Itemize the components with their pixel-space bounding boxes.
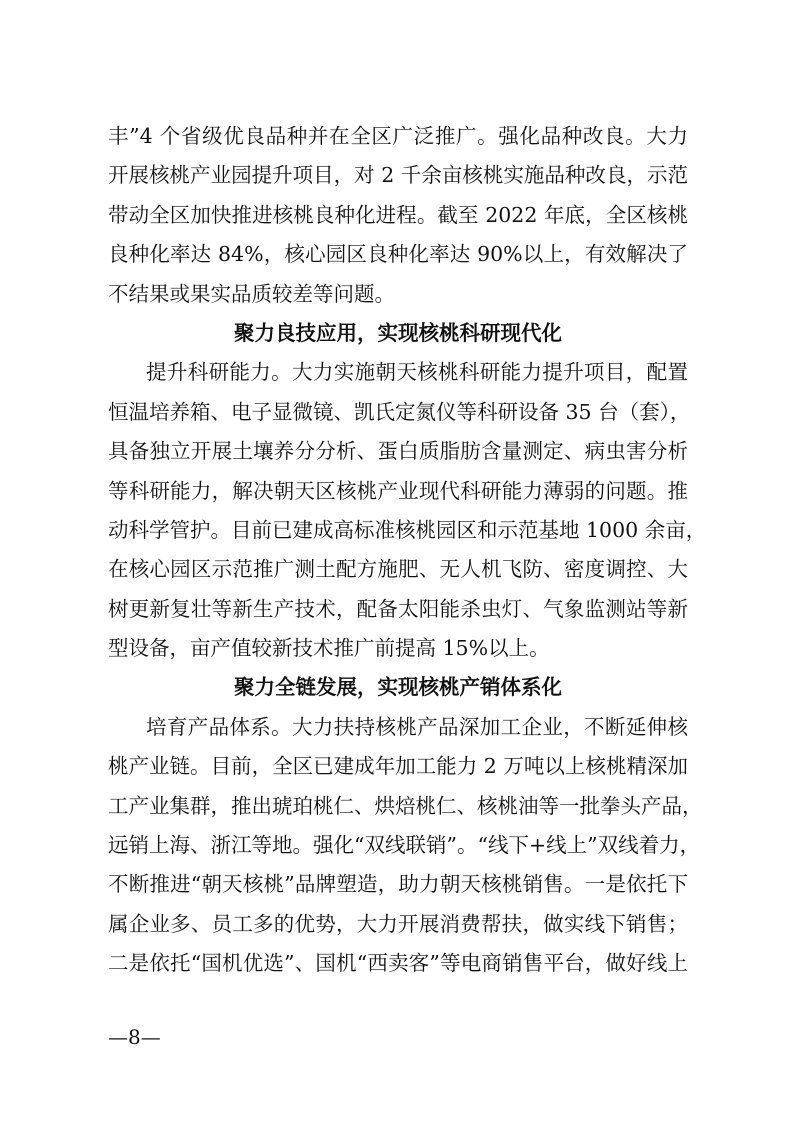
text-line: 良种化率达 84%，核心园区良种化率达 90%以上，有效解决了 — [108, 242, 688, 267]
text-line: 动科学管护。目前已建成高标准核桃园区和示范基地 1000 余亩， — [108, 517, 707, 542]
text-line: 提升科研能力。大力实施朝天核桃科研能力提升项目，配置 — [146, 360, 688, 385]
text-line: 具备独立开展土壤养分分析、蛋白质脂肪含量测定、病虫害分析 — [108, 439, 688, 464]
text-line: 桃产业链。目前，全区已建成年加工能力 2 万吨以上核桃精深加 — [108, 754, 688, 779]
text-line: 二是依托“国机优选”、国机“西卖客”等电商销售平台，做好线上 — [108, 951, 688, 976]
text-line: 培育产品体系。大力扶持核桃产品深加工企业，不断延伸核 — [146, 714, 688, 739]
text-line: 丰”4 个省级优良品种并在全区广泛推广。强化品种改良。大力 — [108, 124, 688, 148]
text-line: 开展核桃产业园提升项目，对 2 千余亩核桃实施品种改良，示范 — [108, 163, 688, 188]
text-line: 树更新复壮等新生产技术，配备太阳能杀虫灯、气象监测站等新 — [108, 596, 688, 621]
text-line: 属企业多、员工多的优势，大力开展消费帮扶，做实线下销售； — [108, 911, 688, 936]
section-heading-tech: 聚力良技应用，实现核桃科研现代化 — [234, 320, 562, 345]
text-line: 远销上海、浙江等地。强化“双线联销”。“线下+线上”双线着力， — [108, 833, 701, 858]
text-line: 工产业集群，推出琥珀桃仁、烘焙桃仁、核桃油等一批拳头产品， — [108, 793, 703, 818]
page-number: —8— — [108, 1025, 161, 1049]
text-line: 等科研能力，解决朝天区核桃产业现代科研能力薄弱的问题。推 — [108, 478, 688, 503]
body-text — [108, 117, 707, 984]
text-line: 不断推进“朝天核桃”品牌塑造，助力朝天核桃销售。一是依托下 — [108, 872, 688, 897]
text-line: 带动全区加快推进核桃良种化进程。截至 2022 年底，全区核桃 — [108, 202, 688, 227]
text-line: 在核心园区示范推广测土配方施肥、无人机飞防、密度调控、大 — [108, 557, 688, 582]
text-line: 恒温培养箱、电子显微镜、凯氏定氮仪等科研设备 35 台（套）， — [108, 399, 691, 424]
text-line: 不结果或果实品质较差等问题。 — [108, 281, 395, 306]
text-line: 型设备，亩产值较新技术推广前提高 15%以上。 — [108, 636, 550, 661]
section-heading-chain: 聚力全链发展，实现核桃产销体系化 — [234, 675, 562, 700]
